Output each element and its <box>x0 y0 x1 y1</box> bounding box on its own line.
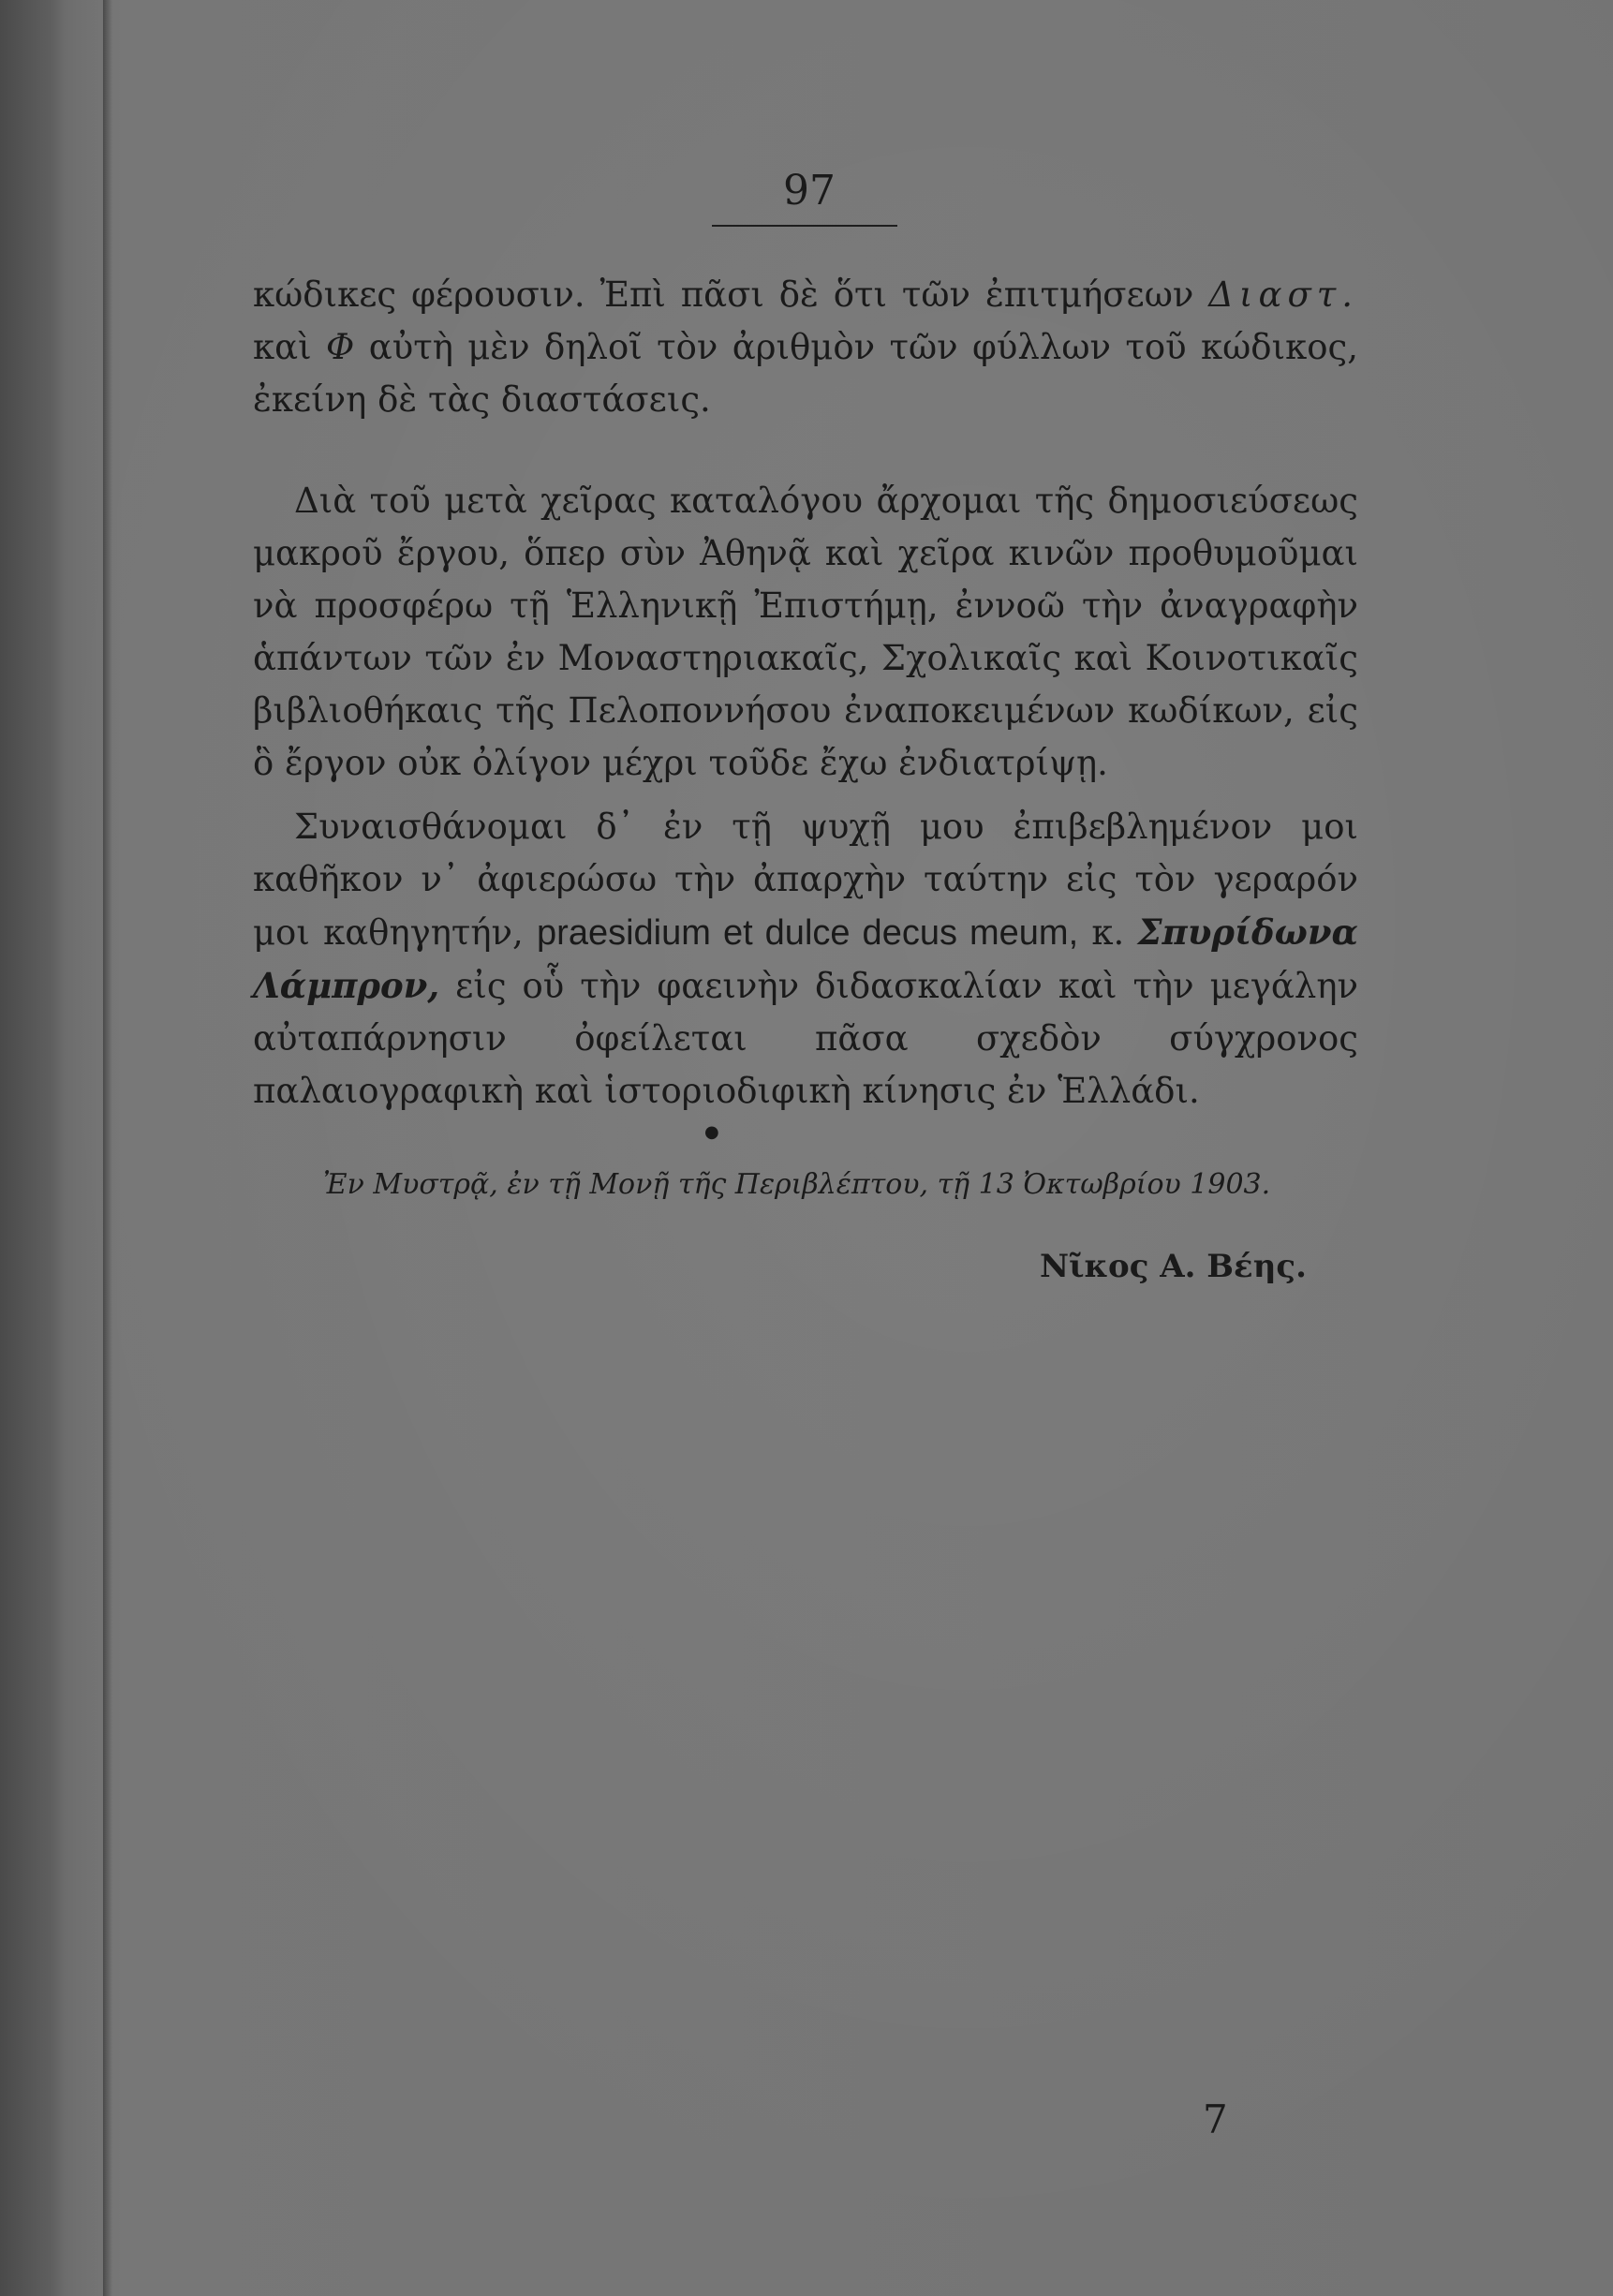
paragraph-1-text-c: καὶ <box>253 327 327 367</box>
page-number: 97 <box>783 167 836 215</box>
abbreviation-phi: Φ <box>326 327 355 367</box>
paragraph-1 <box>253 269 1358 426</box>
paragraph-3 <box>253 801 1358 1118</box>
dedicatee-name: Σπυρίδωνα Λάμπρον, <box>253 911 1358 1006</box>
abbreviation-diast: Διαστ. <box>1208 274 1358 315</box>
spine-edge <box>103 0 112 2296</box>
page-number-rule <box>712 225 897 227</box>
paragraph-3-text-c: εἰς οὗ τὴν φαεινὴν διδασκαλίαν καὶ τὴν μεγάλην αὐταπάρνησιν ὀφείλεται πᾶσα σχεδὸν σύγχρονος παλαιογραφικὴ καὶ ἱστοριοδιφικὴ κίνησις ἐν Ἑλλάδι. <box>253 966 1358 1111</box>
paragraph-3-text-b: κ. <box>1078 912 1138 953</box>
paragraph-1-text-a: κώδικες φέρουσιν. Ἐπὶ πᾶσι δὲ ὅτι τῶν ἐπιτμήσεων <box>253 274 1209 315</box>
latin-quote: praesidium et dulce decus meum, <box>537 913 1079 953</box>
author-signature: Νῖκος Α. Βέης. <box>1040 1248 1307 1285</box>
signature-mark: 7 <box>1203 2096 1228 2142</box>
paragraph-2: Διὰ τοῦ μετὰ χεῖρας καταλόγου ἄρχομαι τῆς δημοσιεύσεως μακροῦ ἔργου, ὅπερ σὺν Ἀθηνᾷ καὶ χεῖρα κινῶν προθυμοῦμαι νὰ προσφέρω τῇ Ἑλληνικῇ Ἐπιστήμῃ, ἐννοῶ τὴν ἀναγραφὴν ἁπάντων τῶν ἐν Μοναστηριακαῖς, Σχολικαῖς καὶ Κοινοτικαῖς βιβλιοθήκαις τῆς Πελοποννήσου ἐναποκειμένων κωδίκων, εἰς ὃ ἔργον οὐκ ὀλίγον μέχρι τοῦδε ἔχω ἐνδιατρίψῃ. <box>253 481 1358 783</box>
ornament-dot: ● <box>704 1122 719 1142</box>
paragraph-1-text-e: αὐτὴ μὲν δηλοῖ τὸν ἀριθμὸν τῶν φύλλων τοῦ κώδικος, ἐκείνη δὲ τὰς διαστάσεις. <box>253 327 1358 420</box>
dateline: Ἐν Μυστρᾷ, ἐν τῇ Μονῇ τῆς Περιβλέπτου, τῇ 13 Ὀκτωβρίου 1903. <box>323 1168 1271 1201</box>
paragraph-3-text-a: Συναισθάνομαι δ᾿ ἐν τῇ ψυχῇ μου ἐπιβεβλημένον μοι καθῆκον ν᾿ ἀφιερώσω τὴν ἀπαρχὴν ταύτην εἰς τὸν γεραρόν μοι καθηγητήν, <box>253 807 1358 953</box>
